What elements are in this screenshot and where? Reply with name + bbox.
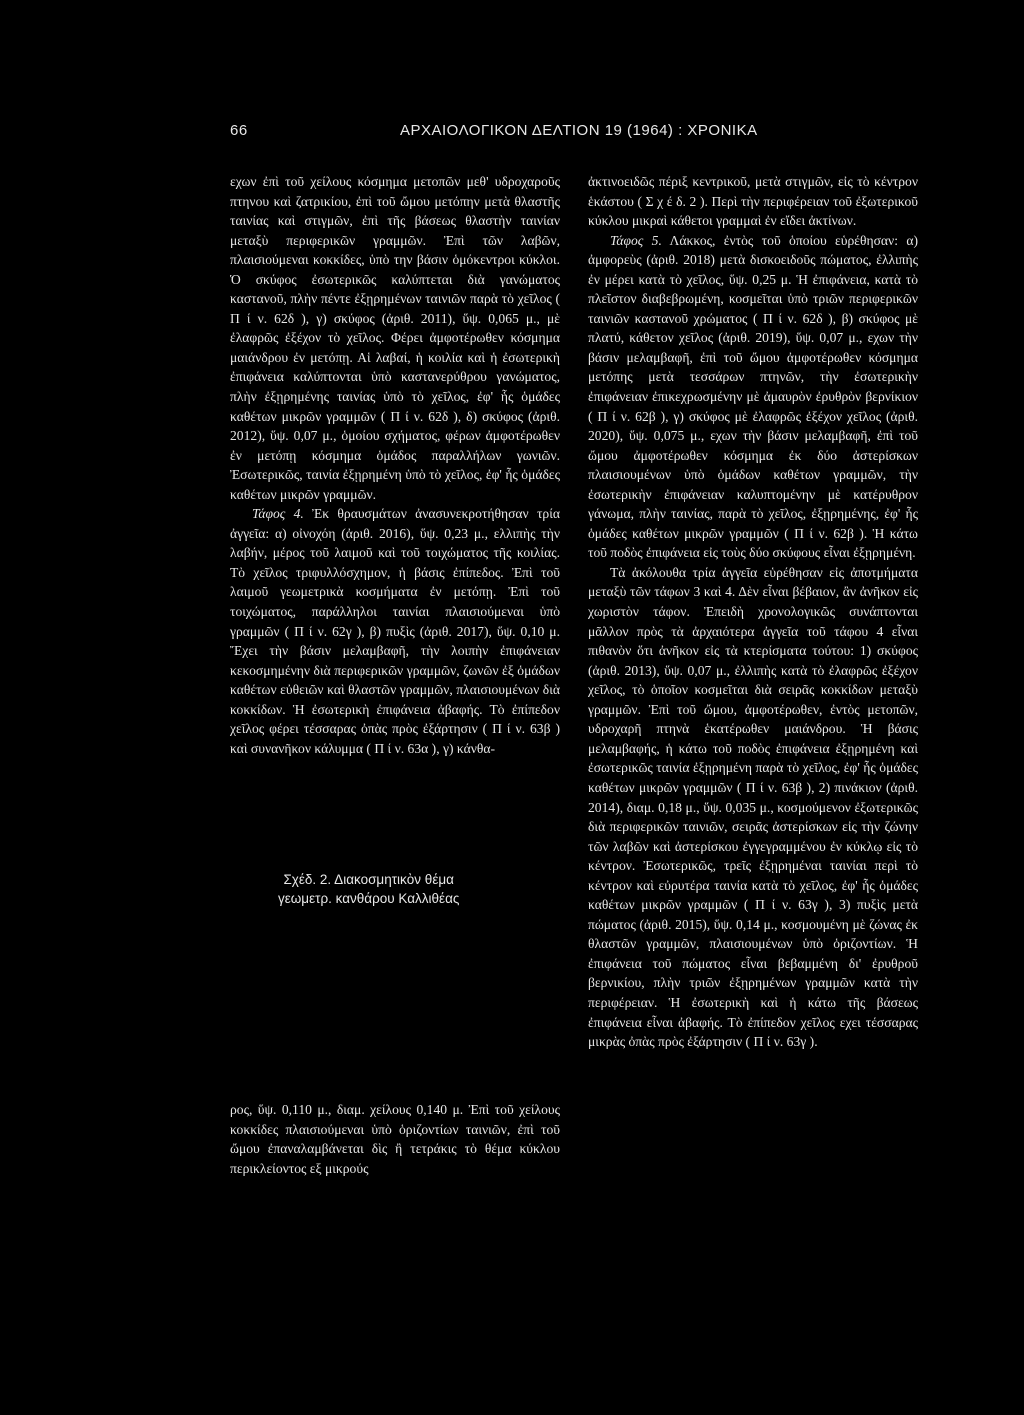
right-column	[588, 172, 918, 1052]
running-title: ΑΡΧΑΙΟΛΟΓΙΚΟΝ ΔΕΛΤΙΟΝ 19 (1964) : ΧΡΟΝΙΚΑ	[400, 122, 758, 139]
tomb-5-label: Τάφος 5.	[610, 232, 662, 248]
left-paragraph-tomb-4	[230, 504, 560, 758]
right-paragraph-1: ἀκτινοειδῶς πέριξ κεντρικοῦ, μετὰ στιγμῶν, εἰς τὸ κέντρον ἑκάστου ( Σ χ έ δ. 2 ). Περὶ τὴν περιφέρειαν τοῦ ἐξωτερικοῦ κύκλου μικραὶ κάθετοι γραμμαὶ ἐν εἴδει ἀκτίνων.	[588, 174, 918, 229]
right-paragraph-3: Τὰ ἀκόλουθα τρία ἀγγεῖα εὑρέθησαν εἰς ἀποτμήματα μεταξὺ τῶν τάφων 3 καὶ 4. Δὲν εἶναι βέβαιον, ἂν ἀνῆκον εἰς χωριστὸν τάφον. Ἐπειδὴ χρονολογικῶς συνάπτονται μᾶλλον πρὸς τὰ ἀρχαιότερα ἀγγεῖα τοῦ τάφου 4 εἶναι πιθανὸν ὅτι ἀνῆκον εἰς τὰ κτερίσματα τούτου: 1) σκύφος (ἀριθ. 2013), ὕψ. 0,07 μ., ἐλλιπὴς κατὰ τὸ ἐλαφρῶς ἐξέχον χεῖλος, τὸ ὁποῖον κοσμεῖται διὰ σειρᾶς κοκκίδων μεταξὺ γραμμῶν. Ἐπὶ τοῦ ὤμου, ἀμφοτέρωθεν, ἐντὸς μετοπῶν, υδροχαρῆ πτηνὰ ἑκατέρωθεν μαιάνδρου. Ἡ βάσις μελαμβαφής, ἡ κάτω τοῦ ποδὸς ἐπιφάνεια ἐξῃρημένη καὶ ἐσωτερικῶς ταινία ἐξῃρημένη παρὰ τὸ χεῖλος, ἐφ' ἧς ὁμάδες καθέτων μικρῶν γραμμῶν ( Π ί ν. 63β ), 2) πινάκιον (ἀριθ. 2014), διαμ. 0,18 μ., ὕψ. 0,035 μ., κοσμούμενον ἐξωτερικῶς διὰ περιφερικῶν ταινιῶν, σειρᾶς ἀστερίσκων εἰς τὴν ζώνην τῶν λαβῶν καὶ ἀστερίσκου ἐγγεγραμμένου ἐν κύκλῳ εἰς τὸ κέντρον. Ἐσωτερικῶς, τρεῖς ἐξῃρημέναι ταινίαι περὶ τὸ κέντρον καὶ εὐρυτέρα ταινία κατὰ τὸ χεῖλος, ἐφ' ἧς ὁμάδες καθέτων μικρῶν γραμμῶν ( Π ί ν. 63γ ), 3) πυξὶς μετὰ πώματος (ἀριθ. 2015), ὕψ. 0,14 μ., κοσμουμένη μὲ ζώνας ἐκ θλαστῶν γραμμῶν, πλαισιουμένων ὑπὸ ὁριζοντίων. Ἡ ἐπιφάνεια τοῦ πώματος εἶναι βεβαμμένη δι' ἐρυθροῦ βερνικίου, πλὴν τριῶν ἐξῃρημένων γραμμῶν κατὰ τὴν περιφέρειαν. Ἡ ἐσωτερικὴ καὶ ἡ κάτω τῆς βάσεως ἐπιφάνεια εἶναι ἀβαφής. Τὸ ἐπίπεδον χεῖλος εχει τέσσαρας μικρὰς ὀπὰς πρὸς ἐξάρτησιν ( Π ί ν. 63γ ).	[588, 564, 918, 1050]
figure-caption	[278, 870, 459, 908]
tomb-5-text: Λάκκος, ἐντὸς τοῦ ὁποίου εὑρέθησαν: α) ἀμφορεὺς (ἀριθ. 2018) μετὰ δισκοειδοῦς πώματος, ἐλλιπὴς ἐν μέρει κατὰ τὸ χεῖλος, ὕψ. 0,25 μ. Ἡ ἐπιφάνεια, κατὰ τὸ πλεῖστον διαβεβρωμένη, κοσμεῖται ὑπὸ τριῶν περιφερικῶν ταινιῶν καστανοῦ χρώματος ( Π ί ν. 62δ ), β) σκύφος μὲ πλατύ, κάθετον χεῖλος (ἀριθ. 2019), ὕψ. 0,07 μ., εχων τὴν βάσιν μελαμβαφῆ, ἐπὶ τοῦ ὤμου ἀμφοτέρωθεν κόσμημα μετόπης μετὰ τεσσάρων πτηνῶν, τὴν ἐσωτερικὴν ἐπιφάνειαν ἐπικεχρωσμένην μὲ ἀμαυρὸν ἐρυθρὸν βερνίκιον ( Π ί ν. 62β ), γ) σκύφος μὲ ἐλαφρῶς ἐξέχον χεῖλος (ἀριθ. 2020), ὕψ. 0,075 μ., εχων τὴν βάσιν μελαμβαφῆ, ἐπὶ τοῦ ὤμου ἀμφοτέρωθεν κόσμημα ἐκ δύο ἀστερίσκων πλαισιουμένων ὑπὸ ὁμάδων καθέτων γραμμῶν, τὴν ἐσωτερικὴν ἐπιφάνειαν καλυπτομένην μὲ κατέρυθρον γάνωμα, πλὴν ταινίας, παρὰ τὸ χεῖλος, ἐξῃρημένης, ἐφ' ἧς ὁμάδες καθέτων μικρῶν γραμμῶν ( Π ί ν. 62β ). Ἡ κάτω τοῦ ποδὸς ἐπιφάνεια εἰς τοὺς δύο σκύφους εἶναι ἐξῃρημένη.	[588, 232, 918, 561]
left-paragraph-continuation: ρος, ὕψ. 0,110 μ., διαμ. χείλους 0,140 μ. Ἐπὶ τοῦ χείλους κοκκίδες πλαισιούμεναι ὑπὸ ὁριζοντίων ταινιῶν, ἐπὶ τοῦ ὤμου ἐπαναλαμβάνεται δὶς ἢ τετράκις τὸ θέμα κύκλου περικλείοντος εξ μικρούς	[230, 1102, 560, 1176]
caption-line-1: Σχέδ. 2. Διακοσμητικὸν θέμα	[283, 872, 454, 887]
page-number: 66	[230, 122, 248, 139]
tomb-4-label: Τάφος 4.	[252, 506, 304, 522]
caption-line-2: γεωμετρ. κανθάρου Καλλιθέας	[278, 891, 460, 906]
tomb-4-text: Ἐκ θραυσμάτων ἀνασυνεκροτήθησαν τρία ἀγγεῖα: α) οἰνοχόη (ἀριθ. 2016), ὕψ. 0,23 μ., ελλιπὴς τὴν λαβήν, μέρος τοῦ λαιμοῦ καὶ τοῦ τοιχώματος τῆς κοιλίας. Τὸ χεῖλος τριφυλλόσχημον, ἡ βάσις ἐπίπεδος. Ἐπὶ τοῦ λαιμοῦ γεωμετρικὰ κοσμήματα ἐν μετόπῃ. Ἐπὶ τοῦ τοιχώματος, παράλληλοι ταινίαι πλαισιούμεναι ὑπὸ γραμμῶν ( Π ί ν. 62γ ), β) πυξὶς (ἀριθ. 2017), ὕψ. 0,10 μ. Ἔχει τὴν βάσιν μελαμβαφῆ, τὴν λοιπὴν ἐπιφάνειαν κεκοσμημένην διὰ περιφερικῶν γραμμῶν, ζωνῶν ἐξ ὁμάδων καθέτων εὐθειῶν καὶ θλαστῶν γραμμῶν, πλαισιουμένων διὰ κοκκίδων. Ἡ ἐσωτερικὴ ἐπιφάνεια ἀβαφής. Τὸ ἐπίπεδον χεῖλος φέρει τέσσαρας ὀπὰς πρὸς ἐξάρτησιν ( Π ί ν. 63β ) καὶ συνανῆκον κάλυμμα ( Π ί ν. 63α ), γ) κάνθα-	[230, 506, 560, 756]
right-paragraph-tomb-5	[588, 231, 918, 563]
left-paragraph-1: εχων ἐπὶ τοῦ χείλους κόσμημα μετοπῶν μεθ' υδροχαροῦς πτηνου καὶ ζατρικίου, ἐπὶ τοῦ ὤμου μετόπην μετὰ θλαστῆς ταινίας καὶ στιγμῶν, ἐπὶ τῆς βάσεως θλαστὴν ταινίαν μεταξὺ περιφερικῶν γραμμῶν. Ἐπὶ τῶν λαβῶν, πλαισιούμεναι κοκκίδες, ὑπὸ την βάσιν ὁμόκεντροι κύκλοι. Ὁ σκύφος ἐσωτερικῶς καλύπτεται διὰ γανώματος καστανοῦ, πλὴν πέντε ἐξῃρημένων ταινιῶν παρὰ τὸ χεῖλος ( Π ί ν. 62δ ), γ) σκύφος (ἀριθ. 2011), ὕψ. 0,065 μ., μὲ ἐλαφρῶς ἐξέχον τὸ χεῖλος. Φέρει ἀμφοτέρωθεν κόσμημα μαιάνδρου ἐν μετόπῃ. Αἱ λαβαί, ἡ κοιλία καὶ ἡ ἐσωτερικὴ ἐπιφάνεια καλύπτονται ὑπὸ καστανερύθρου γανώματος, πλὴν ἐξῃρημένης ταινίας ὑπὸ τὸ χεῖλος, ἐφ' ἧς ὁμάδες καθέτων μικρῶν γραμμῶν ( Π ί ν. 62δ ), δ) σκύφος (ἀριθ. 2012), ὕψ. 0,07 μ., ὁμοίου σχήματος, φέρων ἀμφοτέρωθεν ἐν μετόπῃ κόσμημα ὁμάδος παραλλήλων γωνιῶν. Ἐσωτερικῶς, ταινία ἐξῃρημένη ὑπὸ τὸ χεῖλος, ἐφ' ἧς ὁμάδες καθέτων μικρῶν γραμμῶν.	[230, 174, 560, 502]
